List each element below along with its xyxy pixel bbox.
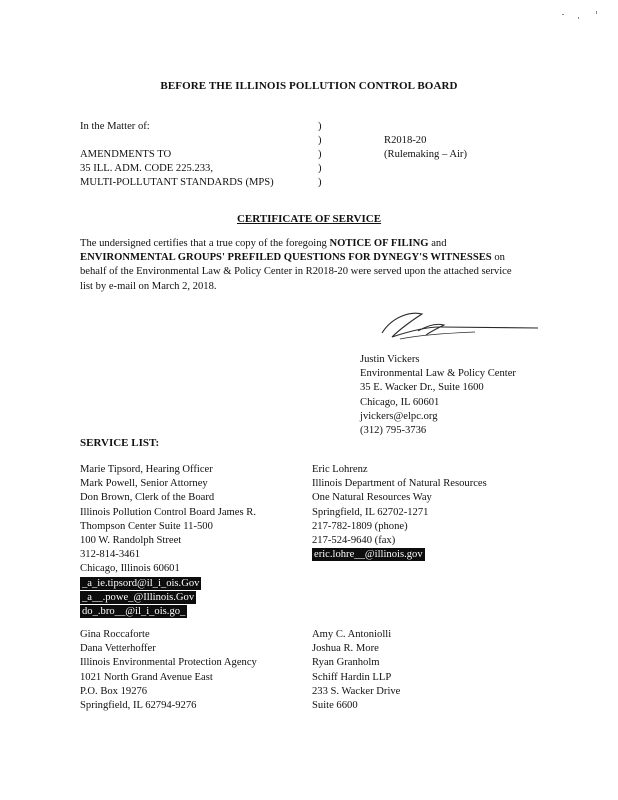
contact-line: Suite 6600	[312, 699, 358, 711]
email-link[interactable]: _a_ie.tipsord@il_i_ois.Gov	[82, 577, 200, 589]
para-text: and	[428, 238, 447, 249]
signature-block	[360, 353, 516, 438]
contact-line: Eric Lohrenz	[312, 464, 368, 475]
contact-line: P.O. Box 19276	[80, 685, 148, 697]
paren: )	[318, 149, 322, 160]
para-text: The undersigned certifies that a true copy of the foregoing	[80, 238, 330, 249]
contact-block-iepa	[80, 628, 257, 713]
signer-org: Environmental Law & Policy Center	[360, 368, 516, 380]
contact-line: One Natural Resources Way	[312, 492, 432, 504]
paren: )	[318, 135, 322, 146]
contact-line: 233 S. Wacker Drive	[312, 685, 401, 697]
para-text: on behalf of the Environmental Law & Policy Center in R2018-20 were served upon the attached service list by e-mail on March 2, 2018.	[80, 252, 512, 292]
email-link[interactable]: _a__.powe_@Illinois.Gov	[82, 591, 195, 603]
docket-number: R2018-20	[384, 135, 427, 146]
caption-line: In the Matter of:	[80, 121, 150, 132]
email-link[interactable]: do_.bro__@il_i_ois.go_	[82, 605, 186, 617]
para-bold-notice: NOTICE OF FILING	[329, 238, 429, 249]
contact-line: Springfield, IL 62702-1271	[312, 506, 429, 518]
caption-line: MULTI-POLLUTANT STANDARDS (MPS)	[80, 177, 274, 188]
certification-paragraph	[80, 237, 520, 294]
para-bold-document: ENVIRONMENTAL GROUPS' PREFILED QUESTIONS FOR DYNEGY'S WITNESSES	[80, 252, 492, 264]
signer-email: jvickers@elpc.org	[360, 410, 438, 422]
contact-line: 217-524-9640 (fax)	[312, 534, 396, 546]
contact-line: 100 W. Randolph Street	[80, 534, 182, 546]
signer-address: 35 E. Wacker Dr., Suite 1600	[360, 382, 484, 394]
email-row	[312, 548, 487, 562]
contact-line: Thompson Center Suite 11-500	[80, 520, 213, 532]
caption-line: 35 ILL. ADM. CODE 225.233,	[80, 163, 214, 174]
caption-line: AMENDMENTS TO	[80, 149, 172, 160]
contact-line: 1021 North Grand Avenue East	[80, 671, 213, 683]
email-link[interactable]: eric.lohre__@illinois.gov	[314, 549, 423, 561]
contact-line: Ryan Granholm	[312, 657, 380, 669]
contact-line: Joshua R. More	[312, 643, 379, 655]
contact-block-ipcb	[80, 463, 256, 619]
email-row	[80, 577, 256, 591]
contact-line: Chicago, Illinois 60601	[80, 563, 180, 575]
contact-line: Dana Vetterhoffer	[80, 643, 156, 655]
contact-block-schiff-hardin	[312, 628, 400, 713]
signature-image	[370, 305, 545, 350]
caption-left	[80, 120, 274, 190]
caption-right	[384, 120, 467, 162]
caption-parens	[318, 120, 322, 190]
scan-speck	[596, 11, 597, 14]
caption-right-line	[384, 120, 467, 134]
contact-line: 217-782-1809 (phone)	[312, 520, 408, 532]
scan-speck	[562, 14, 564, 15]
contact-line: 312-814-3461	[80, 549, 141, 561]
email-row	[80, 605, 256, 619]
paren: )	[318, 121, 322, 132]
certificate-title: CERTIFICATE OF SERVICE	[236, 213, 382, 225]
contact-line: Marie Tipsord, Hearing Officer	[80, 464, 213, 475]
contact-line: Illinois Pollution Control Board James R.	[80, 506, 256, 518]
contact-line: Don Brown, Clerk of the Board	[80, 492, 215, 504]
signer-phone: (312) 795-3736	[360, 424, 427, 436]
contact-block-idnr	[312, 463, 487, 562]
paren: )	[318, 163, 322, 174]
contact-line: Illinois Environmental Protection Agency	[80, 657, 257, 669]
rulemaking-type: (Rulemaking – Air)	[384, 149, 467, 160]
signer-name: Justin Vickers	[360, 354, 420, 365]
page-heading: BEFORE THE ILLINOIS POLLUTION CONTROL BOARD	[160, 80, 458, 92]
signer-city: Chicago, IL 60601	[360, 396, 440, 408]
contact-line: Schiff Hardin LLP	[312, 671, 392, 683]
contact-line: Springfield, IL 62794-9276	[80, 699, 197, 711]
contact-line: Illinois Department of Natural Resources	[312, 478, 487, 490]
contact-line: Amy C. Antoniolli	[312, 629, 392, 640]
scan-speck	[578, 17, 579, 19]
contact-line: Mark Powell, Senior Attorney	[80, 478, 208, 490]
service-list-title: SERVICE LIST:	[80, 437, 160, 449]
email-row	[80, 591, 256, 605]
caption-line	[80, 134, 274, 148]
contact-line: Gina Roccaforte	[80, 629, 150, 640]
paren: )	[318, 177, 322, 188]
